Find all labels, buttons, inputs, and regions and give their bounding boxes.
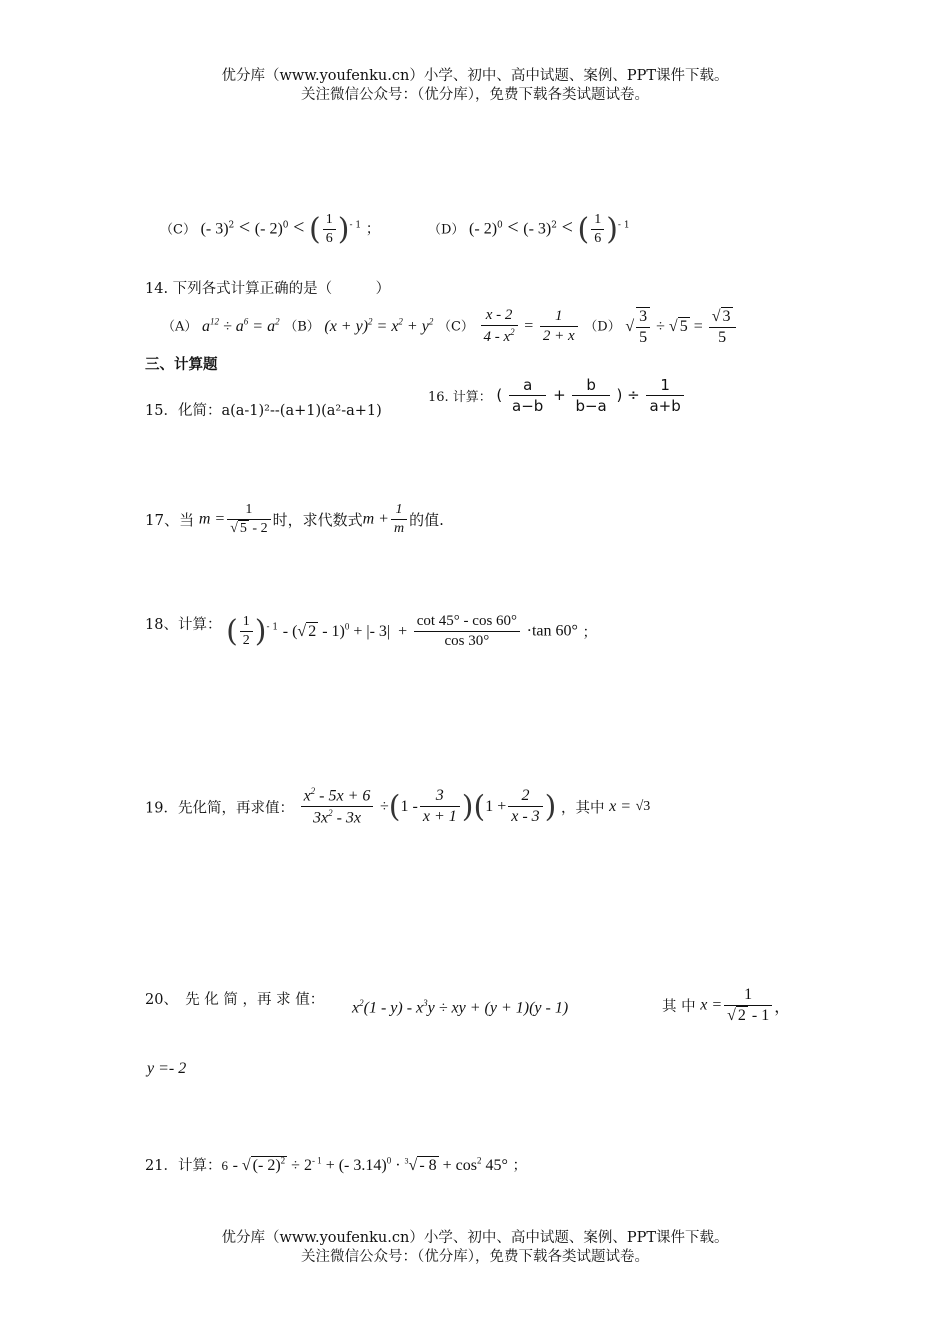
q13-c-frac-den: 6 [325, 231, 333, 246]
q17-mid: 时，求代数式 [272, 511, 363, 529]
q14-a-label: （A） [162, 319, 198, 335]
q15: 15．化简：a(a-1)²--(a+1)(a²-a+1) [145, 403, 382, 419]
q13-d-lt-1: < [507, 216, 519, 239]
q20-where-block: 其 中 x = $\frac{1}{√ 2 - 1}$ ， [662, 986, 791, 1024]
q19: 19．先化简，再求值： $\frac{x^2 - 5x + 6}{3x^2 - 3x}$ ÷(1 - $\frac{3}{x + 1}$ )(1 + $\frac{2}{x - 3}$ ) ，其中 x = √3 [145, 786, 651, 827]
q13-c-label: （C） [160, 222, 196, 238]
q18-label: 18、计算： [145, 617, 222, 633]
q14-d-expr: √ $\frac{3}{5}$ ÷ √ 5 = $\frac{√ 3}{5}$ [625, 318, 737, 335]
q16 [428, 376, 686, 415]
q13-c-lt-1: < [238, 216, 251, 239]
q16-expr: ( $\frac{a}{a-b}$ + $\frac{b}{b-a}$ ) ÷ $\frac{1}{a+b}$ [496, 386, 685, 404]
q14-c-label: （C） [437, 319, 474, 335]
q13-c-frac-num: 1 [323, 212, 336, 230]
header-line-2: 关注微信公众号：（优分库），免费下载各类试题试卷。 [301, 87, 649, 103]
q13-d-expr-a: (- 2) [469, 220, 498, 238]
header-line-1: 优分库（www.youfenku.cn）小学、初中、高中试题、案例、PPT课件下载。 [221, 68, 729, 84]
q18-tail: ； [582, 625, 598, 641]
q21-lead: 6 [221, 1158, 228, 1173]
q13-d-label: （D） [428, 222, 465, 238]
q14-c-frac-left: $\frac{x - 2}{4 - x^2}$ [481, 307, 518, 346]
q14-stem: 14. 下列各式计算正确的是（ ） [145, 281, 391, 297]
q13-d-expr-b: (- 3) [523, 220, 552, 238]
q14-a-expr: $a^{12} \div a^6 = a^2$ [202, 316, 280, 335]
q13-d-exp-b: 2 [551, 220, 557, 231]
q14-b-expr: $(x + y)^2 = x^2 + y^2$ [324, 316, 434, 335]
q19-label: 19．先化简，再求值： [145, 800, 294, 817]
q13-c-exp-a: 2 [228, 220, 235, 231]
q13-option-d: （D） (- 2)$^0$ < (- 3)$^2$ < ( $\frac{1}{6}$ )$^{- 1}$ [428, 212, 630, 247]
q21: 21．计算：6 - √ (- $2)^2 \div 2^{- 1}$ + (- $3.14)^0 \cdot ^3√ - 8 + \cos^2 45^\circ$ ； [145, 1155, 528, 1174]
footer-line-1: 优分库（www.youfenku.cn）小学、初中、高中试题、案例、PPT课件下载。 [221, 1230, 729, 1246]
q16-label: 16. 计算： [428, 390, 492, 405]
q13-c-exp-b: 0 [282, 220, 289, 231]
q13-c-expr-b: (- 2) [254, 220, 283, 238]
q13-c-tail: ； [365, 221, 381, 238]
q14-b-label: （B） [284, 319, 320, 335]
q20-y-value: y =- 2 [147, 1060, 187, 1077]
q17: 17、当 m = $\frac{1}{√ 5 - 2}$ 时，求代数式m + $\frac{1}{m}$ 的值. [145, 502, 444, 536]
q14-c-frac-right: $\frac{1}{2 + x}$ [540, 308, 578, 345]
q14-d-label: （D） [584, 319, 621, 335]
q20-where: 其 中 [662, 999, 696, 1015]
q17-lead: 17、当 [145, 511, 195, 529]
q21-tail: ； [512, 1158, 528, 1174]
q13-c-expr-a: (- 3) [200, 220, 229, 238]
footer-line-2: 关注微信公众号：（优分库），免费下载各类试题试卷。 [301, 1249, 649, 1265]
q13-d-exp-c: - 1 [617, 220, 630, 231]
q13-d-frac-num: 1 [591, 212, 604, 230]
q17-tail: 的值. [409, 511, 444, 529]
q20-label: 20、 先 化 简 ，再 求 值： [145, 992, 325, 1008]
q18: 18、计算： ( $\frac{1}{2}$ )$^{- 1}$ - (√ 2 - 1)$^0$ + |- 3| + $\frac{\cot 45^\circ - \cos 60^\circ}{\cos 30^\circ}$ ·tan 60° ； [145, 613, 598, 649]
q13-d-exp-a: 0 [497, 220, 503, 231]
q14-options: （A） $a^{12} \div a^6 = a^2$ （B） $(x + y)^2 = x^2 + y^2$ （C） $\frac{x - 2}{4 - x^2}$ = $\frac{1}{2 + x}$ （D） √ $\frac{3}{5}$ ÷ √ 5 = $\frac{√ 3}{5}$ [162, 307, 738, 347]
q13-c-lt-2: < [293, 216, 305, 239]
q13-option-c: （C） (- 3)$^2$ < (- 2)$^0$ < ( $\frac{1}{6}$ )$^{- 1}$ ； [160, 212, 381, 247]
q19-value: √3 [635, 798, 651, 814]
q13-d-frac-den: 6 [594, 231, 602, 246]
q21-label: 21．计算： [145, 1158, 222, 1174]
q13-d-lt-2: < [561, 216, 573, 239]
q13-c-exp-c: - 1 [349, 220, 362, 231]
q19-where: ，其中 [560, 800, 605, 817]
section-title: 三、计算题 [145, 356, 218, 373]
q20-expr: $x^2(1 - y) - x^3y$ ÷ xy + (y + 1)(y - 1) [352, 998, 569, 1017]
